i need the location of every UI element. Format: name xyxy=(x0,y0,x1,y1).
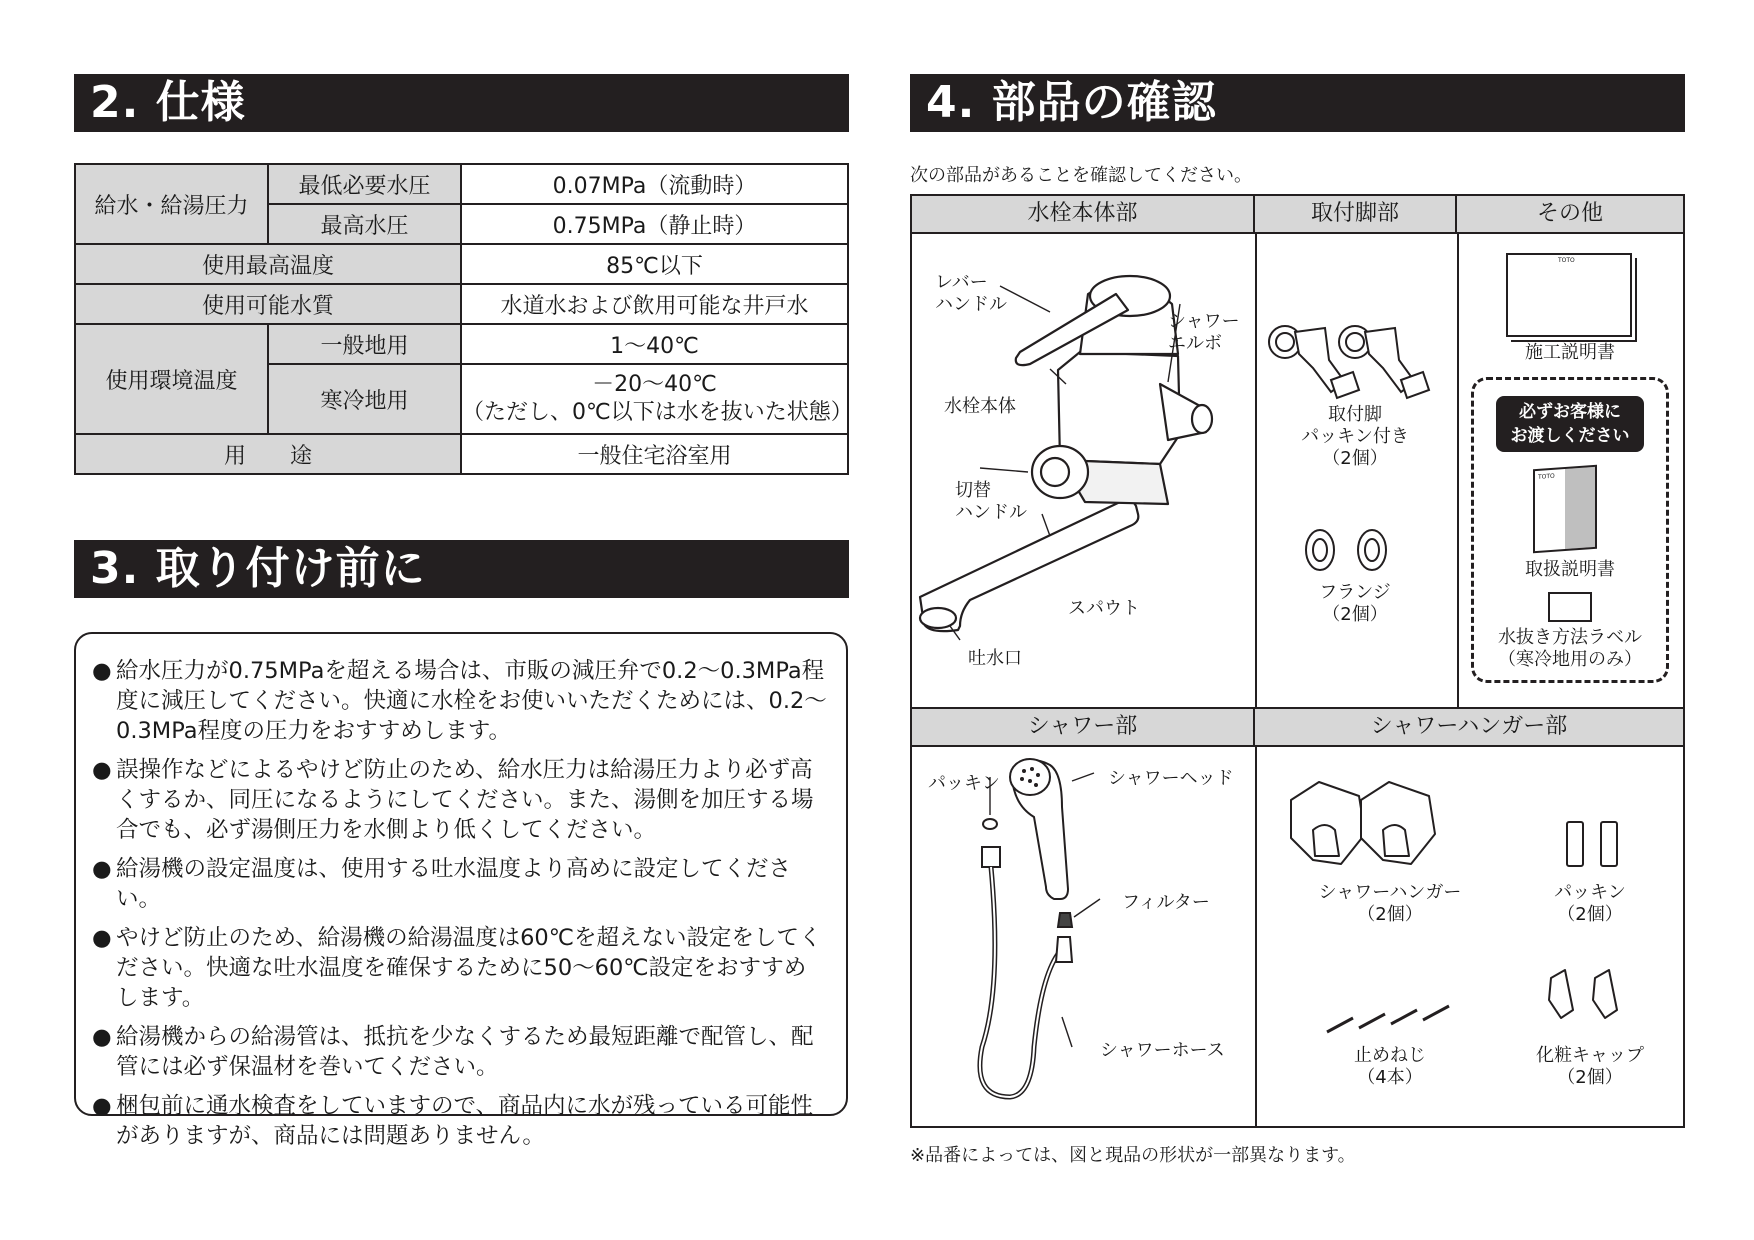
note-item xyxy=(92,923,828,1013)
bullet-icon: ● xyxy=(92,856,112,882)
label-shower-hose: シャワーホース xyxy=(1100,1040,1225,1061)
label-shower-head: シャワーヘッド xyxy=(1108,768,1234,789)
max-pressure-label: 最高水圧 xyxy=(268,204,461,244)
label-lever-2: ハンドル xyxy=(935,294,1007,315)
label-elbow-1: シャワー xyxy=(1168,311,1240,332)
cold-value-line2: （ただし、0℃以下は水を抜いた状態） xyxy=(462,400,853,425)
label-packing: パッキン xyxy=(928,773,1000,794)
hand-to-customer-badge xyxy=(1496,396,1644,452)
label-spout: スパウト xyxy=(1068,598,1140,619)
cold-label: 寒冷地用 xyxy=(268,364,461,434)
note-text: 誤操作などによるやけど防止のため、給水圧力は給湯圧力より必ず高くするか、同圧になるようにしてください。また、湯側を加圧する場合でも、必ず湯側圧力を水側より低くしてください。 xyxy=(116,757,814,843)
general-value: 1～40℃ xyxy=(461,324,848,364)
note-item xyxy=(92,1022,828,1082)
grid-divider xyxy=(1457,196,1459,711)
label-drain-2: （寒冷地用のみ） xyxy=(1498,649,1642,670)
parts-footnote: ※品番によっては、図と現品の形状が一部異なります。 xyxy=(910,1145,1356,1166)
general-label: 一般地用 xyxy=(268,324,461,364)
label-hanger-packing-1: パッキン xyxy=(1554,882,1626,903)
label-elbow-2: エルボ xyxy=(1168,333,1222,354)
label-hanger-2: （2個） xyxy=(1357,904,1423,925)
label-legs-2: パッキン付き xyxy=(1301,426,1409,447)
parts-section-title: 4. 部品の確認 xyxy=(910,74,1685,132)
label-cap-1: 化粧キャップ xyxy=(1536,1045,1644,1066)
label-switch-1: 切替 xyxy=(955,480,991,501)
label-hanger-1: シャワーハンガー xyxy=(1318,882,1462,903)
use-value: 一般住宅浴室用 xyxy=(461,434,848,474)
note-text: 給水圧力が0.75MPaを超える場合は、市販の減圧弁で0.2～0.3MPa程度に減圧してください。快適に水栓をお使いいただくためには、0.2～0.3MPa程度の圧力をおすすめします。 xyxy=(116,658,827,744)
header-shower: シャワー部 xyxy=(910,707,1255,747)
label-cap-2: （2個） xyxy=(1557,1067,1623,1088)
bullet-icon: ● xyxy=(92,1093,112,1119)
note-item xyxy=(92,854,828,914)
env-temp-group-label: 使用環境温度 xyxy=(75,324,268,434)
bullet-icon: ● xyxy=(92,925,112,951)
header-other: その他 xyxy=(1455,194,1685,234)
header-mount: 取付脚部 xyxy=(1253,194,1457,234)
note-text: 給湯機の設定温度は、使用する吐水温度より高めに設定してください。 xyxy=(116,856,792,912)
bullet-icon: ● xyxy=(92,658,112,684)
label-outlet: 吐水口 xyxy=(968,648,1022,669)
min-pressure-value: 0.07MPa（流動時） xyxy=(461,164,848,204)
brand-logo-small: TOTO xyxy=(1558,257,1575,264)
note-item xyxy=(92,1091,828,1151)
spec-table xyxy=(74,163,853,475)
label-legs-1: 取付脚 xyxy=(1328,404,1382,425)
shower-illustration xyxy=(912,747,1252,1125)
label-filter: フィルター xyxy=(1122,892,1210,913)
user-manual-icon xyxy=(1533,465,1597,553)
min-pressure-label: 最低必要水圧 xyxy=(268,164,461,204)
install-manual-icon xyxy=(1506,253,1632,337)
max-temp-label: 使用最高温度 xyxy=(75,244,461,284)
badge-line1: 必ずお客様に xyxy=(1519,402,1621,422)
label-faucet-body: 水栓本体 xyxy=(944,396,1016,417)
max-temp-value: 85℃以下 xyxy=(461,244,848,284)
label-legs-3: （2個） xyxy=(1322,448,1388,469)
label-screw-1: 止めねじ xyxy=(1354,1045,1426,1066)
brand-logo-small: TOTO xyxy=(1538,472,1555,481)
header-body: 水栓本体部 xyxy=(910,194,1255,234)
spec-section-title: 2. 仕様 xyxy=(74,74,849,132)
water-quality-label: 使用可能水質 xyxy=(75,284,461,324)
note-item xyxy=(92,755,828,845)
cold-value xyxy=(461,364,853,434)
use-label: 用 途 xyxy=(75,434,461,474)
bullet-icon: ● xyxy=(92,1024,112,1050)
pressure-group-label: 給水・給湯圧力 xyxy=(75,164,268,244)
before-install-notes xyxy=(74,632,848,1149)
before-install-section-title: 3. 取り付け前に xyxy=(74,540,849,598)
label-hanger-packing-2: （2個） xyxy=(1557,904,1623,925)
cold-value-line1: －20～40℃ xyxy=(592,372,717,397)
note-text: 梱包前に通水検査をしていますので、商品内に水が残っている可能性がありますが、商品には問題ありません。 xyxy=(116,1093,814,1149)
drain-label-icon xyxy=(1548,592,1592,622)
label-screw-2: （4本） xyxy=(1357,1067,1423,1088)
max-pressure-value: 0.75MPa（静止時） xyxy=(461,204,848,244)
label-flange-2: （2個） xyxy=(1322,604,1388,625)
label-user-manual: 取扱説明書 xyxy=(1525,559,1615,580)
badge-line2: お渡しください xyxy=(1510,426,1630,446)
label-install-manual: 施工説明書 xyxy=(1525,342,1615,363)
parts-intro: 次の部品があることを確認してください。 xyxy=(910,165,1252,186)
label-flange-1: フランジ xyxy=(1319,582,1391,603)
bullet-icon: ● xyxy=(92,757,112,783)
note-text: やけど防止のため、給湯機の給湯温度は60℃を超えない設定をしてください。快適な吐水温度を確保するために50～60℃設定をおすすめします。 xyxy=(116,925,822,1011)
label-drain-1: 水抜き方法ラベル xyxy=(1498,627,1642,648)
note-item xyxy=(92,656,828,746)
note-text: 給湯機からの給湯管は、抵抗を少なくするため最短距離で配管し、配管には必ず保温材を巻いてください。 xyxy=(116,1024,814,1080)
header-hanger: シャワーハンガー部 xyxy=(1253,707,1685,747)
label-lever-1: レバー xyxy=(935,272,988,293)
water-quality-value: 水道水および飲用可能な井戸水 xyxy=(461,284,848,324)
label-switch-2: ハンドル xyxy=(955,502,1027,523)
